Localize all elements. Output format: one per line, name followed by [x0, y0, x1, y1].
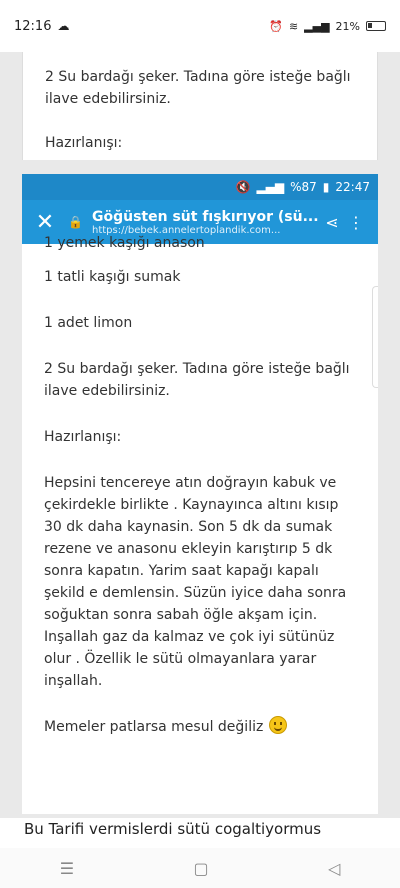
top-content-card — [22, 52, 378, 160]
inner-signal-icon: ▂▄▆ — [256, 180, 285, 194]
comment-text: Bu Tarifi vermislerdi sütü cogaltiyormus — [0, 818, 400, 848]
back-icon[interactable]: ◁ — [327, 858, 341, 878]
preparation-text: Hepsini tencereye atın doğrayın kabuk ve çekirdekle birlikte . Kaynayınca altını kısıp 30 dk daha kaynasin. Son 5 dk da sumak rezene ve anasonu ekleyin karıştırıp 5 dk sonra kapatın. Yarim saat kapağı kapalı şekild e demlensin. Süzün iyice daha sonra soğuktan sonra sabah öğle akşam için. Inşallah gaz da kalmaz ve çok iyi sütünüz olur . Özellik le sütü olmayanlara yarar inşallah. — [44, 475, 347, 689]
page-title: Göğüsten süt fışkırıyor (sü... — [92, 208, 319, 225]
clock: 12:16 — [14, 18, 52, 34]
status-icons — [269, 20, 386, 33]
preparation-heading: Hazırlanışı: — [44, 429, 122, 445]
embedded-screenshot — [22, 174, 378, 814]
home-icon[interactable]: ▢ — [193, 858, 209, 878]
smiley-icon — [269, 716, 287, 734]
article-content — [22, 232, 378, 738]
close-icon[interactable]: ✕ — [35, 209, 55, 235]
inner-status-bar — [22, 174, 378, 200]
battery-text: 21% — [335, 19, 360, 33]
cloud-icon: ☁ — [57, 19, 70, 33]
sugar-line: 2 Su bardağı şeker. Tadına göre isteğe bağlı ilave edebilirsiniz. — [45, 69, 351, 107]
more-options-icon[interactable]: ⋮ — [348, 212, 364, 232]
page-url: https://bebek.annelertoplandik.com... — [92, 224, 281, 236]
scrollbar[interactable] — [372, 286, 378, 388]
cut-off-line: 1 yemek kaşığı anason — [44, 235, 205, 251]
battery-icon — [366, 21, 386, 31]
closing-remark-text: Memeler patlarsa mesul değiliz — [44, 719, 264, 735]
ingredient-sumak: 1 tatli kaşığı sumak — [44, 269, 181, 285]
status-bar — [0, 0, 400, 52]
signal-icon: ▂▄▆ — [304, 19, 330, 33]
mute-icon: 🔇 — [235, 180, 251, 194]
inner-clock: 22:47 — [335, 180, 370, 194]
inner-battery-icon: ▮ — [322, 180, 330, 194]
alarm-icon: ⏰ — [269, 19, 283, 33]
share-icon[interactable]: ⋖ — [325, 212, 339, 232]
closing-remark — [44, 716, 356, 738]
recents-icon[interactable]: ☰ — [59, 858, 75, 878]
ingredient-sugar: 2 Su bardağı şeker. Tadına göre isteğe bağlı ilave edebilirsiniz. — [44, 361, 350, 399]
ingredient-lemon: 1 adet limon — [44, 315, 133, 331]
navigation-bar — [0, 848, 400, 888]
preparation-label: Hazırlanışı: — [45, 135, 123, 151]
wifi-icon: ≋ — [288, 19, 299, 33]
lock-icon: 🔒 — [68, 215, 83, 229]
inner-battery-text: %87 — [290, 180, 317, 194]
